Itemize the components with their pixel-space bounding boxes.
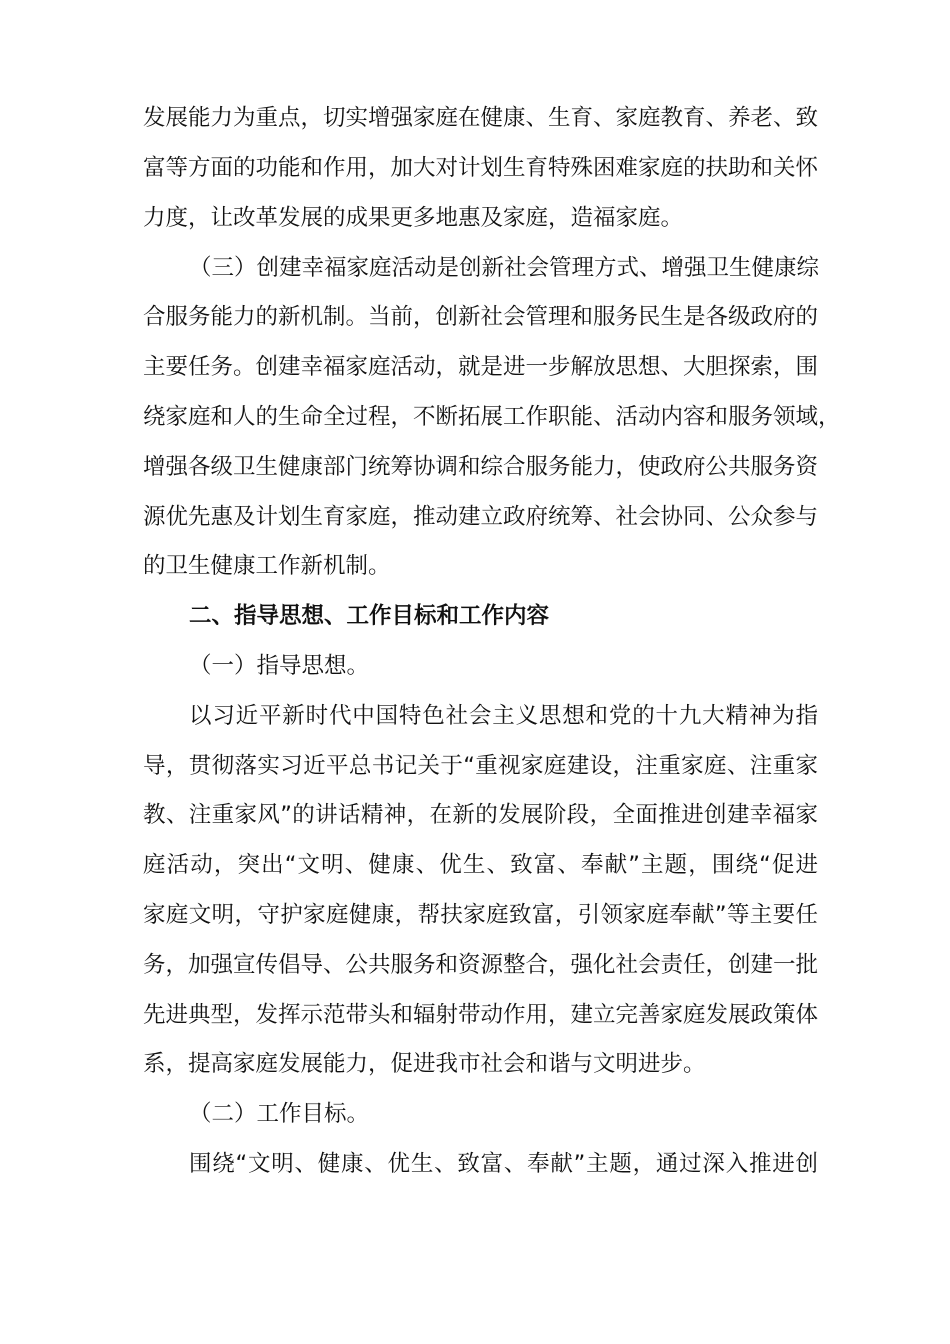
paragraph-line: 力度，让改革发展的成果更多地惠及家庭，造福家庭。: [143, 205, 684, 231]
paragraph-line: 以习近平新时代中国特色社会主义思想和党的十九大精神为指: [189, 703, 818, 729]
paragraph-line: 务，加强宣传倡导、公共服务和资源整合，强化社会责任，创建一批: [143, 952, 819, 978]
paragraph-line: 系，提高家庭发展能力，促进我市社会和谐与文明进步。: [143, 1051, 706, 1077]
paragraph-line: 导，贯彻落实习近平总书记关于“重视家庭建设，注重家庭、注重家: [143, 753, 818, 779]
section-heading: 二、指导思想、工作目标和工作内容: [189, 603, 550, 629]
paragraph-line: 围绕“文明、健康、优生、致富、奉献”主题，通过深入推进创: [189, 1151, 818, 1177]
paragraph-line: 主要任务。创建幸福家庭活动，就是进一步解放思想、大胆探索，围: [143, 354, 819, 380]
paragraph-line: 的卫生健康工作新机制。: [143, 553, 391, 579]
paragraph-line: 富等方面的功能和作用，加大对计划生育特殊困难家庭的扶助和关怀: [143, 155, 819, 181]
paragraph-line: 合服务能力的新机制。当前，创新社会管理和服务民生是各级政府的: [143, 304, 819, 330]
paragraph-line: 绕家庭和人的生命全过程，不断拓展工作职能、活动内容和服务领域，: [143, 404, 841, 430]
paragraph-line: 教、注重家风”的讲话精神，在新的发展阶段，全面推进创建幸福家: [143, 802, 818, 828]
subsection-heading: （一）指导思想。: [189, 653, 370, 679]
paragraph-line: 源优先惠及计划生育家庭，推动建立政府统筹、社会协同、公众参与: [143, 504, 819, 530]
paragraph-line: 发展能力为重点，切实增强家庭在健康、生育、家庭教育、养老、致: [143, 105, 819, 131]
paragraph-line: （三）创建幸福家庭活动是创新社会管理方式、增强卫生健康综: [189, 255, 820, 281]
paragraph-line: 先进典型，发挥示范带头和辐射带动作用，建立完善家庭发展政策体: [143, 1002, 819, 1028]
subsection-heading: （二）工作目标。: [189, 1101, 370, 1127]
paragraph-line: 庭活动，突出“文明、健康、优生、致富、奉献”主题，围绕“促进: [143, 852, 818, 878]
paragraph-line: 增强各级卫生健康部门统筹协调和综合服务能力，使政府公共服务资: [143, 454, 819, 480]
paragraph-line: 家庭文明，守护家庭健康，帮扶家庭致富，引领家庭奉献”等主要任: [143, 902, 818, 928]
